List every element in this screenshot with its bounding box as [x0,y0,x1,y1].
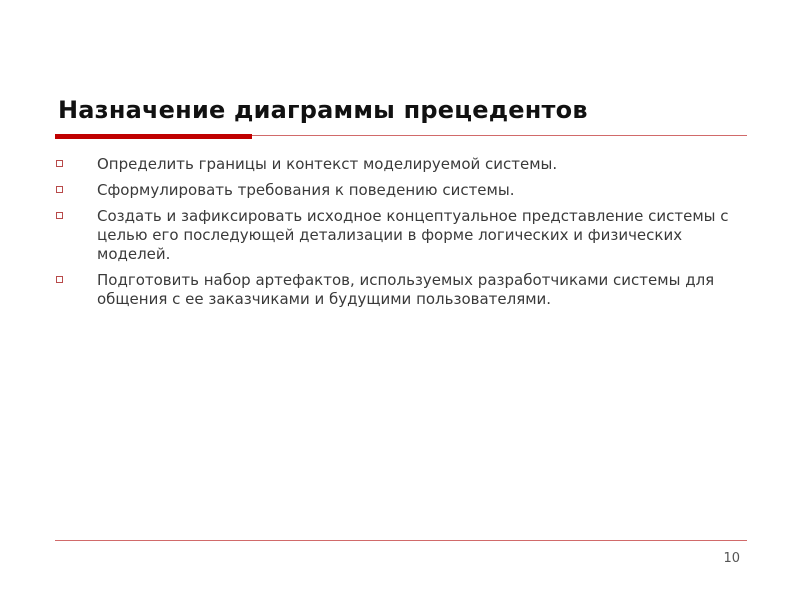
hollow-square-icon [56,160,63,167]
bullet-text: Подготовить набор артефактов, используемых разработчиками системы для общения с ее заказчиками и будущими пользователями. [97,271,715,308]
bullet-text: Сформулировать требования к поведению системы. [97,181,515,199]
hollow-square-icon [56,212,63,219]
bullet-item [55,207,755,264]
bullet-list [55,155,755,316]
bullet-text: Определить границы и контекст моделируемой системы. [97,155,558,173]
footer-rule-line [55,540,747,541]
slide-title: Назначение диаграммы прецедентов [58,96,588,124]
bullet-text: Создать и зафиксировать исходное концептуальное представление системы с целью его последующей детализации в форме логических и физических моделей. [97,207,729,263]
bullet-item [55,181,755,200]
bullet-item [55,271,755,309]
title-rule-line [252,135,747,136]
page-number: 10 [723,551,740,566]
title-accent-bar [55,134,252,139]
bullet-item [55,155,755,174]
hollow-square-icon [56,276,63,283]
hollow-square-icon [56,186,63,193]
